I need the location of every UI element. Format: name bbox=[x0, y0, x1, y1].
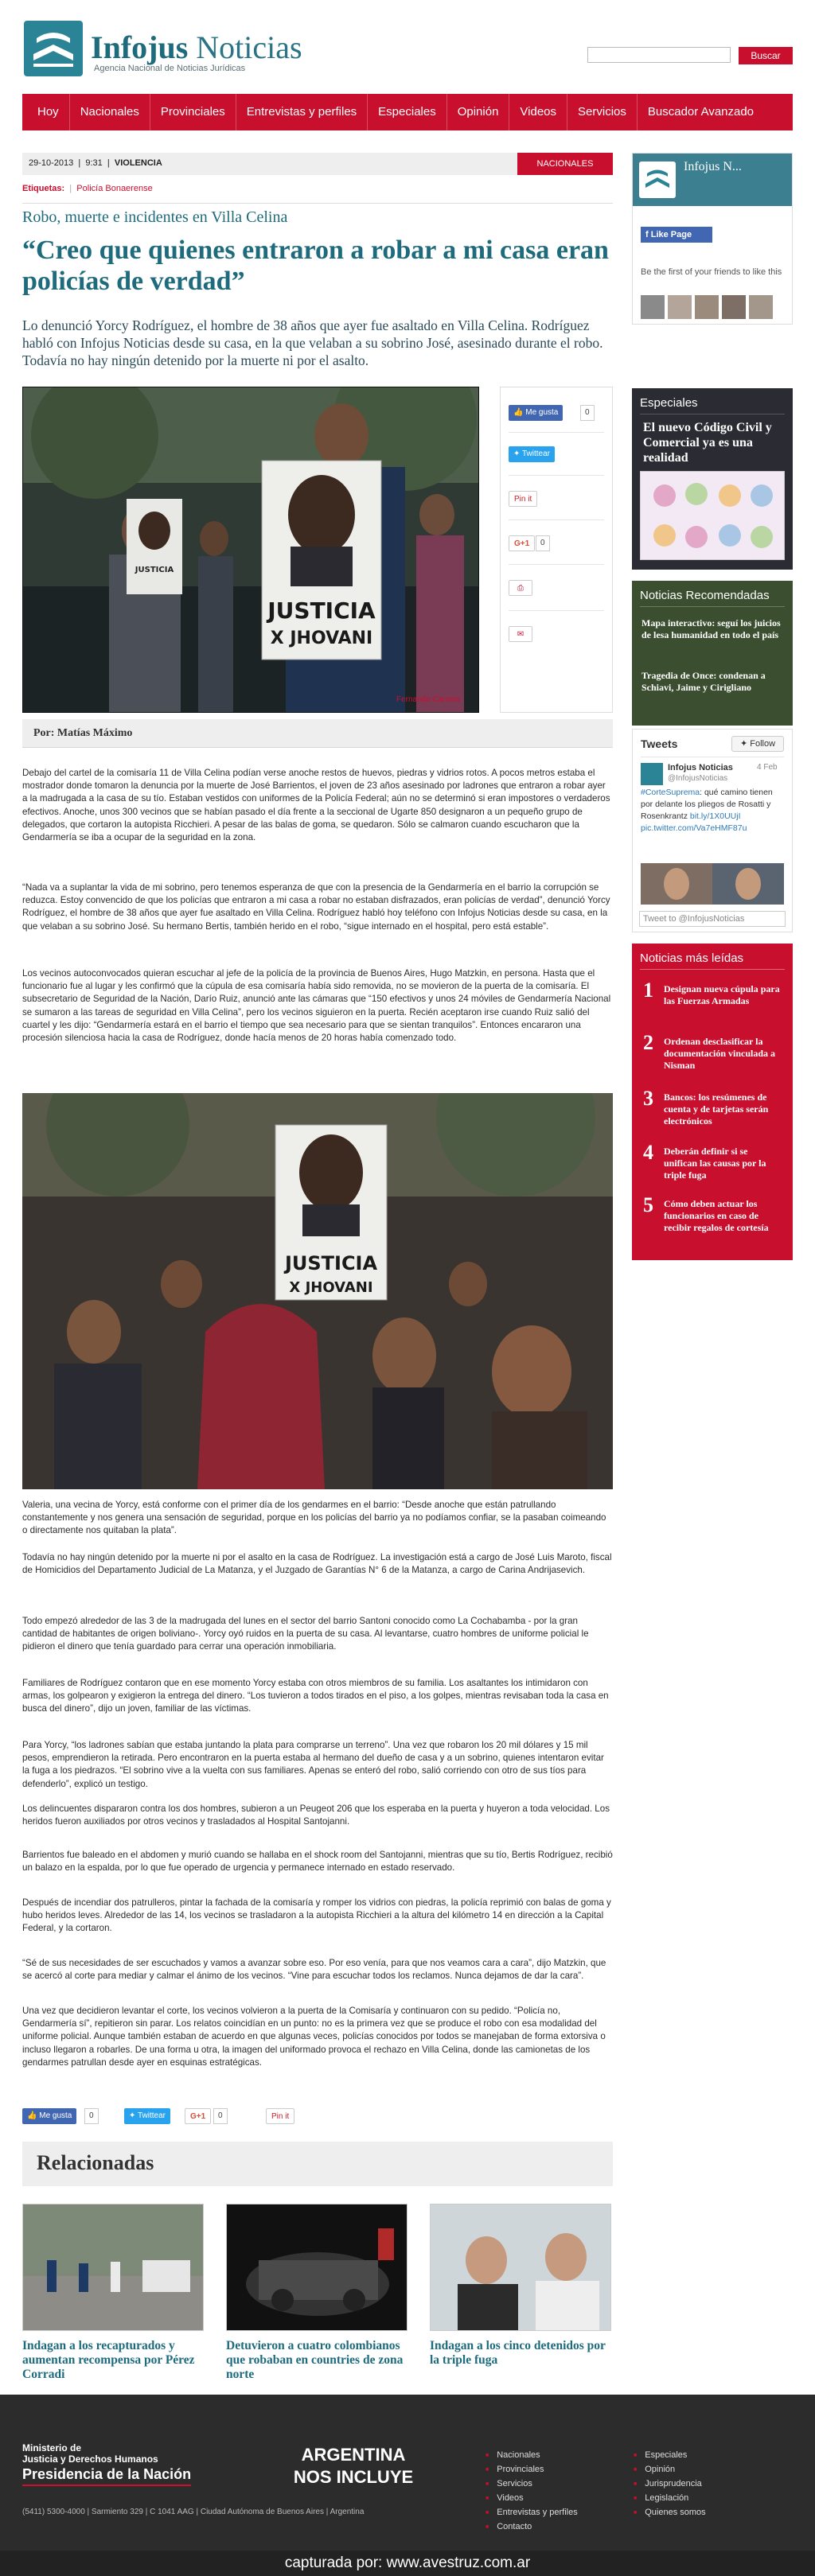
footer-link-nacionales[interactable]: ■ Nacionales bbox=[485, 2450, 540, 2460]
especiales-illustration[interactable] bbox=[640, 471, 785, 560]
facebook-like-count: 0 bbox=[580, 405, 595, 421]
share-divider bbox=[509, 610, 604, 611]
footer-presidency-logo[interactable]: Presidencia de la Nación bbox=[22, 2466, 191, 2486]
twitter-share-button[interactable] bbox=[124, 2108, 170, 2124]
site-logo-text[interactable] bbox=[91, 29, 302, 65]
google-plus-button[interactable]: G+1 bbox=[509, 535, 535, 551]
email-icon[interactable]: ✉ bbox=[509, 626, 532, 642]
nav-item-nacionales[interactable]: Nacionales bbox=[70, 94, 150, 130]
logo-word-infojus: Infojus bbox=[91, 29, 189, 65]
google-plus-count: 0 bbox=[536, 535, 550, 551]
facebook-page-name[interactable]: Infojus N... bbox=[684, 160, 742, 173]
most-read-rank: 3 bbox=[643, 1087, 653, 1110]
share-divider bbox=[509, 564, 604, 565]
twitter-bird-icon: ✦ bbox=[129, 2111, 136, 2120]
friend-avatar[interactable] bbox=[695, 295, 719, 319]
google-plus-count: 0 bbox=[213, 2108, 228, 2124]
recommended-link[interactable]: Tragedia de Once: condenan a Schiavi, Jaime y Cirigliano bbox=[641, 670, 766, 693]
most-read-link[interactable]: Ordenan desclasificar la documentación vinculada a Nisman bbox=[664, 1036, 776, 1071]
most-read-heading: Noticias más leídas bbox=[640, 951, 744, 965]
share-box bbox=[500, 387, 613, 713]
most-read-box bbox=[632, 944, 793, 1260]
svg-text:JUSTICIA: JUSTICIA bbox=[267, 597, 376, 624]
nav-item-especiales[interactable]: Especiales bbox=[368, 94, 447, 130]
tweet-link[interactable]: bit.ly/1X0UUjI pic.twitter.com/Va7eHMF87u bbox=[641, 811, 747, 833]
facebook-icon: f bbox=[645, 230, 649, 239]
facebook-like-button[interactable] bbox=[22, 2108, 76, 2124]
twitter-follow-button[interactable] bbox=[731, 736, 784, 752]
twitter-timeline-widget bbox=[632, 729, 793, 932]
like-label: Me gusta bbox=[39, 2111, 72, 2120]
pinterest-pin-button[interactable]: Pin it bbox=[266, 2108, 294, 2124]
article-meta: 29-10-2013 | 9:31 | VIOLENCIA bbox=[29, 158, 162, 168]
site-header bbox=[0, 0, 815, 94]
twitter-label: Twittear bbox=[138, 2111, 166, 2120]
tags-line: Etiquetas: | Policía Bonaerense bbox=[22, 181, 613, 204]
nav-item-provinciales[interactable]: Provinciales bbox=[150, 94, 236, 130]
tweet-media[interactable] bbox=[641, 863, 784, 905]
article-category[interactable]: VIOLENCIA bbox=[114, 158, 162, 168]
footer-address: (5411) 5300-4000 | Sarmiento 329 | C 1041 AAG | Ciudad Autónoma de Buenos Aires | Argentina bbox=[22, 2508, 365, 2516]
tweet-author-name[interactable]: Infojus Noticias bbox=[668, 763, 733, 772]
thumbs-up-icon: 👍 bbox=[513, 408, 524, 417]
article-paragraph: Valeria, una vecina de Yorcy, está conforme con el primer día de los gendarmes en el barrio: “Desde anoche que están patrullando constantemente y nos genera una sensación de seguridad, porque en los policías del barrio ya no podíamos confiar, se la pasaban coimeando o directamente nos quitaban la plata”. bbox=[22, 1500, 606, 1536]
footer-link-provinciales[interactable]: ■ Provinciales bbox=[485, 2465, 544, 2474]
nav-item-buscador-avanzado[interactable]: Buscador Avanzado bbox=[647, 105, 755, 119]
most-read-rank: 2 bbox=[643, 1031, 653, 1054]
article-paragraph: Barrientos fue baleado en el abdomen y murió cuando se hallaba en el shock room del Santojanni, mientras que su tío, Bertis Rodríguez, recibió un balazo en la espalda, por lo que fue operado de urgencia y permanece internado en estado reservado. bbox=[22, 1850, 613, 1874]
tweets-heading: Tweets bbox=[641, 737, 678, 750]
tweet-body: : qué camino tienen por delante los pliegos de Rosatti y Rosenkrantz bbox=[641, 788, 773, 821]
article-headline: “Creo que quienes entraron a robar a mi casa eran policías de verdad” bbox=[22, 235, 609, 296]
facebook-like-count: 0 bbox=[84, 2108, 99, 2124]
tweet-hashtag[interactable]: #CorteSuprema bbox=[641, 788, 700, 797]
friend-avatar[interactable] bbox=[641, 295, 665, 319]
thumbs-up-icon: 👍 bbox=[27, 2111, 37, 2120]
article-paragraph: Para Yorcy, “los ladrones sabían que estaba juntando la plata para comprarse un terreno”. Una vez que robaron los 20 mil dólares y 15 mil pesos, emprendieron la retirada. Pero encontraron en la puerta estaba al hermano del dueño de casa y a un sobrino, quienes intentaron evitar la fuga a los piedrazos. “El sobrino vive a la vuelta con sus familiares. Apenas se enteró del robo, salió corriendo con otro de sus tíos para defenderlo”, explicó un testigo. bbox=[22, 1740, 604, 1789]
article-time: 9:31 bbox=[85, 158, 103, 168]
related-header bbox=[22, 2142, 613, 2186]
recommended-box bbox=[632, 581, 793, 726]
article-paragraph: “Nada va a suplantar la vida de mi sobrino, pero tenemos esperanza de que con la presencia de la Gendarmería en el barrio la corrupción se reduzca. Estoy convencido de que los policías que entraron a mi casa a robar no estaban disfrazados, eran policías de verdad”, denunció Yorcy Rodríguez, el hombre de 38 años que ayer fue asaltado en Villa Celina. Rodríguez habló hoy teléfono con Infojus Noticias desde su casa, en la que velaban a su sobrino José. Su hermano Bertis, también herido en el robo, “sigue internado en el hospital, pero está estable”. bbox=[22, 882, 610, 932]
facebook-page-banner[interactable] bbox=[633, 154, 792, 206]
twitter-share-button[interactable] bbox=[509, 446, 555, 462]
related-title: Relacionadas bbox=[37, 2151, 154, 2174]
facebook-like-page-button[interactable] bbox=[641, 227, 712, 243]
main-nav bbox=[22, 94, 793, 130]
article-main-photo[interactable] bbox=[22, 387, 479, 713]
tweet-author-handle[interactable]: @InfojusNoticias bbox=[668, 774, 728, 783]
most-read-rank: 5 bbox=[643, 1193, 653, 1216]
footer-link-videos[interactable]: ■ Videos bbox=[485, 2493, 524, 2503]
footer-link-jurisprudencia[interactable]: ■ Jurisprudencia bbox=[634, 2479, 702, 2488]
tag-link[interactable]: Policía Bonaerense bbox=[76, 184, 153, 193]
facebook-friends-text: Be the first of your friends to like this bbox=[641, 267, 782, 277]
tweet-author-avatar[interactable] bbox=[641, 763, 663, 785]
share-divider bbox=[509, 519, 604, 520]
svg-text:X JHOVANI: X JHOVANI bbox=[270, 628, 373, 648]
most-read-link[interactable]: Cómo deben actuar los funcionarios en caso de recibir regalos de cortesía bbox=[664, 1198, 769, 1233]
related-thumbnail[interactable] bbox=[22, 2204, 204, 2331]
article-paragraph: Una vez que decidieron levantar el corte, los vecinos volvieron a la puerta de la Comisaría y continuaron con su pedido. “Policía no, Gendarmería sí”, repitieron sin parar. Los relatos coincidían en un punto: no es la primera vez que se produce el robo con esa modalidad del uniforme policial. Aunque también estaban de acuerdo en que algunas veces, policías conocidos por todos se manejaban de forma extorsiva o incluso llegaron a robarles. De una forma u otra, la imagen del uniformado provoca el rechazo en Villa Celina, donde las camionetas de los gendarmes patrullan desde ayer en esquinas estratégicas. bbox=[22, 2006, 606, 2068]
capture-watermark: capturada por: www.avestruz.com.ar bbox=[0, 2551, 815, 2576]
nav-item-opinion[interactable]: Opinión bbox=[447, 94, 510, 130]
footer-link-opinion[interactable]: ■ Opinión bbox=[634, 2465, 675, 2474]
share-divider bbox=[509, 432, 604, 433]
share-divider bbox=[509, 475, 604, 476]
pinterest-pin-button[interactable]: Pin it bbox=[509, 491, 537, 507]
footer-link-contacto[interactable]: ■ Contacto bbox=[485, 2522, 532, 2531]
footer-ministry-line1: Ministerio de bbox=[22, 2442, 82, 2453]
infojus-logo-icon bbox=[639, 161, 676, 198]
facebook-page-widget bbox=[632, 153, 793, 325]
related-link[interactable]: Indagan a los recapturados y aumentan recompensa por Pérez Corradi bbox=[22, 2339, 195, 2381]
nav-item-servicios[interactable]: Servicios bbox=[567, 94, 638, 130]
tweet-timestamp[interactable]: 4 Feb bbox=[757, 763, 778, 772]
recommended-heading: Noticias Recomendadas bbox=[640, 589, 770, 602]
most-read-link[interactable]: Deberán definir si se unifican las causas por la triple fuga bbox=[664, 1146, 766, 1181]
nav-item-entrevistas[interactable]: Entrevistas y perfiles bbox=[236, 94, 368, 130]
svg-text:JUSTICIA: JUSTICIA bbox=[284, 1252, 378, 1274]
most-read-link[interactable]: Designan nueva cúpula para las Fuerzas Armadas bbox=[664, 983, 780, 1006]
footer-link-quienes-somos[interactable]: ■ Quienes somos bbox=[634, 2508, 706, 2517]
svg-text:JUSTICIA: JUSTICIA bbox=[135, 566, 174, 574]
tags-label: Etiquetas: bbox=[22, 184, 65, 193]
recommended-link[interactable]: Mapa interactivo: seguí los juicios de lesa humanidad en todo el país bbox=[641, 617, 781, 640]
friend-avatar[interactable] bbox=[749, 295, 773, 319]
article-paragraph: Familiares de Rodríguez contaron que en ese momento Yorcy estaba con otros miembros de su familia. Los asaltantes los intimidaron con armas, los golpearon y exigieron la entrega del dinero. “Los tuvieron a todos tirados en el piso, a los golpes, mientras revisaban toda la casa en busca del dinero”, dijo un joven, familiar de las víctimas. bbox=[22, 1678, 609, 1714]
twitter-bird-icon: ✦ bbox=[739, 739, 748, 749]
friend-avatar[interactable] bbox=[668, 295, 692, 319]
like-page-label: Like Page bbox=[650, 230, 692, 239]
most-read-rank: 4 bbox=[643, 1141, 653, 1164]
article-date: 29-10-2013 bbox=[29, 158, 74, 168]
nav-item-hoy[interactable]: Hoy bbox=[27, 94, 70, 130]
friend-avatar[interactable] bbox=[722, 295, 746, 319]
article-paragraph: Debajo del cartel de la comisaría 11 de Villa Celina podían verse anoche restos de huevos, piedras y vidrios rotos. A pocos metros estaba el mostrador donde tomaron la denuncia por la muerte de José Barrientos, el joven de 23 años asesinado por ladrones que entraron a robar ayer a la madrugada a la casa de su tío. Estaban vestidos con uniformes de la Policía Federal; aún no se determinó si eran impostores o verdaderos efectivos. Anoche, unos 300 vecinos que se habían pasado el día frente a la seccional de Ugarte 850 designaron a un pequeño grupo de delegados, que cortaron la autopista Ricchieri. A pesar de las balas de goma, se quedaron. Sólo se calmaron cuando escucharon que la Gendarmería se iba a ocupar de la seguridad en la zona. bbox=[22, 768, 610, 843]
especiales-box bbox=[632, 388, 793, 570]
article-lead: Lo denunció Yorcy Rodríguez, el hombre de 38 años que ayer fue asaltado en Villa Celina. Rodríguez habló con Infojus Noticias desde su casa, en la que velaban a su sobrino José, asesinado durante el robo. Todavía no hay ningún detenido por la muerte ni por el asalto. bbox=[22, 317, 603, 368]
print-icon[interactable]: ⎙ bbox=[509, 580, 532, 596]
footer-ministry-line2: Justicia y Derechos Humanos bbox=[22, 2453, 158, 2465]
article-paragraph: Después de incendiar dos patrulleros, pintar la fachada de la comisaría y romper los vidrios con piedras, la policía reprimió con balas de goma y hubo heridos leves. Alrededor de las 14, los vecinos se trasladaron a la autopista Ricchieri a la altura del kilómetro 14 en dirección a la Capital Federal, y la cortaron. bbox=[22, 1897, 611, 1934]
section-badge[interactable]: NACIONALES bbox=[517, 153, 613, 175]
svg-text:X JHOVANI: X JHOVANI bbox=[289, 1279, 373, 1296]
related-link[interactable]: Indagan a los cinco detenidos por la triple fuga bbox=[430, 2339, 606, 2367]
infojus-logo-icon[interactable] bbox=[24, 21, 83, 76]
twitter-label: Twittear bbox=[522, 449, 551, 458]
photo-credit: Fernando Carrera bbox=[396, 695, 460, 704]
related-link[interactable]: Detuvieron a cuatro colombianos que robaban en countries de zona norte bbox=[226, 2339, 404, 2381]
footer-link-entrevistas[interactable]: ■ Entrevistas y perfiles bbox=[485, 2508, 578, 2517]
footer-link-especiales[interactable]: ■ Especiales bbox=[634, 2450, 687, 2460]
nav-item-videos[interactable]: Videos bbox=[509, 94, 567, 130]
search-input[interactable] bbox=[587, 47, 731, 63]
tweet-text bbox=[641, 787, 784, 835]
especiales-heading: Especiales bbox=[640, 396, 698, 410]
footer-slogan: ARGENTINA NOS INCLUYE bbox=[293, 2445, 414, 2487]
like-label: Me gusta bbox=[525, 408, 559, 417]
tweet-to-input[interactable]: Tweet to @InfojusNoticias bbox=[639, 911, 786, 927]
related-thumbnail[interactable] bbox=[430, 2204, 611, 2331]
footer-link-servicios[interactable]: ■ Servicios bbox=[485, 2479, 532, 2488]
article-kicker: Robo, muerte e incidentes en Villa Celina bbox=[22, 208, 288, 226]
follow-label: Follow bbox=[750, 739, 776, 749]
recommended-divider bbox=[640, 606, 785, 607]
facebook-like-button[interactable] bbox=[509, 405, 563, 421]
twitter-bird-icon: ✦ bbox=[513, 449, 521, 458]
most-read-rank: 1 bbox=[643, 979, 653, 1002]
most-read-divider bbox=[640, 969, 785, 970]
byline-bar bbox=[22, 719, 613, 748]
logo-word-noticias: Noticias bbox=[196, 29, 302, 65]
article-paragraph: Los delincuentes dispararon contra los dos hombres, subieron a un Peugeot 206 que los esperaba en la puerta y huyeron a toda velocidad. Los heridos fueron auxiliados por otros vecinos y trasladados al Hospital Santojanni. bbox=[22, 1804, 610, 1827]
search-button[interactable]: Buscar bbox=[739, 47, 793, 64]
logo-subtitle: Agencia Nacional de Noticias Jurídicas bbox=[94, 64, 246, 73]
especiales-title-link[interactable]: El nuevo Código Civil y Comercial ya es una realidad bbox=[643, 421, 772, 465]
article-paragraph: Todavía no hay ningún detenido por la muerte ni por el asalto en la casa de Rodríguez. La investigación está a cargo de José Luis Maroto, fiscal de Homicidios del Departamento Judicial de La Matanza, y el Juzgado de Garantías N° 6 de la Matanza, a cargo de Carina Andrijasevich. bbox=[22, 1552, 612, 1576]
article-paragraph: “Sé de sus necesidades de ser escuchados y vamos a avanzar sobre eso. Por eso venía, para que nos veamos cara a cara”, dijo Matzkin, que se acercó al corte para mediar y calmar el ánimo de los vecinos. “Vine para escuchar todos los reclamos. Nunca dejamos de dar la cara”. bbox=[22, 1958, 606, 1982]
most-read-link[interactable]: Bancos: los resúmenes de cuenta y de tarjetas serán electrónicos bbox=[664, 1091, 769, 1127]
footer-link-legislacion[interactable]: ■ Legislación bbox=[634, 2493, 688, 2503]
google-plus-button[interactable]: G+1 bbox=[185, 2108, 211, 2124]
share-bar-bottom bbox=[22, 2108, 613, 2127]
related-thumbnail[interactable] bbox=[226, 2204, 408, 2331]
article-paragraph: Todo empezó alrededor de las 3 de la madrugada del lunes en el sector del barrio Santoni conocido como La Cochabamba - por la gran cantidad de habitantes de origen boliviano-. Yorcy oyó ruidos en la puerta de su casa. Al levantarse, cuatro hombres de uniforme policial le pidieron el dinero que tenía guardado para cerrar una operación inmobiliaria. bbox=[22, 1616, 589, 1652]
article-paragraph: Los vecinos autoconvocados quieran escuchar al jefe de la policía de la provincia de Buenos Aires, Hugo Matzkin, en persona. Hasta que el funcionario fue al lugar y les confirmó que la cúpula de esa comisaría había sido removida, no se movieron de la puerta de la comisaría. El subsecretario de Seguridad de la Nación, Darío Ruiz, anunció ante las cámaras que “150 efectivos y unos 24 móviles de Gendarmería Nacional se sumaron a las tareas de seguridad en Villa Celina”, pero los vecinos siguieron en la puerta. Recién aceptaron irse cuando Ruiz salió del cuartel y les dijo: “Gendarmería estará en el barrio el tiempo que sea necesario para que se sientan tranquilos”. Entonces encararon una procesión silenciosa hacia la casa de Rodríguez, donde hacía menos de 20 horas había comenzado todo. bbox=[22, 968, 611, 1044]
article-second-photo[interactable] bbox=[22, 1093, 613, 1489]
article-byline: Por: Matías Máximo bbox=[33, 727, 133, 739]
